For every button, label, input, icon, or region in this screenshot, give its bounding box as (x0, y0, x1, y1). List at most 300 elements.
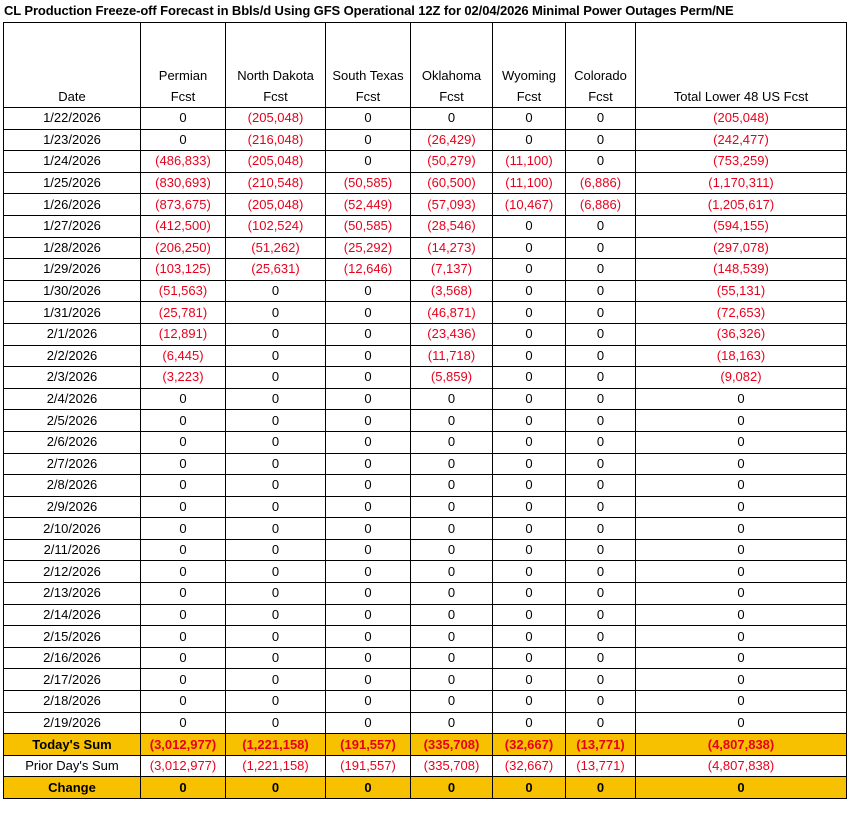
table-row (4, 604, 847, 626)
change-cell: 0 (226, 777, 326, 799)
table-row-cell: (102,524) (226, 215, 326, 237)
table-row-label: 1/29/2026 (4, 259, 141, 281)
table-row-cell: 0 (141, 647, 226, 669)
table-row-cell: 0 (493, 215, 566, 237)
table-row (4, 259, 847, 281)
table-row-cell: 0 (566, 237, 636, 259)
change-row (4, 777, 847, 799)
table-row-cell: 0 (326, 626, 411, 648)
change-cell: 0 (141, 777, 226, 799)
table-row-cell: (72,653) (636, 302, 847, 324)
table-row (4, 712, 847, 734)
table-row-cell: 0 (566, 539, 636, 561)
table-row-cell: 0 (566, 215, 636, 237)
table-row-cell: (55,131) (636, 280, 847, 302)
table-row-cell: 0 (411, 388, 493, 410)
table-row-label: 1/22/2026 (4, 108, 141, 130)
prior-day-sum-cell: (13,771) (566, 755, 636, 777)
table-row-cell: 0 (566, 388, 636, 410)
table-row-cell: 0 (411, 410, 493, 432)
table-row-cell: 0 (226, 518, 326, 540)
table-row-label: 1/30/2026 (4, 280, 141, 302)
table-row-cell: 0 (226, 669, 326, 691)
table-row-cell: 0 (566, 604, 636, 626)
table-row-label: 2/13/2026 (4, 583, 141, 605)
table-row-label: 1/23/2026 (4, 129, 141, 151)
table-row-cell: (216,048) (226, 129, 326, 151)
table-row-cell: (103,125) (141, 259, 226, 281)
table-row-cell: (5,859) (411, 367, 493, 389)
table-row-cell: 0 (141, 108, 226, 130)
table-row-cell: 0 (493, 410, 566, 432)
table-row-cell: (14,273) (411, 237, 493, 259)
table-body (4, 108, 847, 734)
table-row-cell: 0 (226, 583, 326, 605)
table-row-label: 2/16/2026 (4, 647, 141, 669)
table-row-cell: 0 (411, 712, 493, 734)
table-row-cell: 0 (636, 475, 847, 497)
table-row-cell: (1,170,311) (636, 172, 847, 194)
table-row-cell: 0 (411, 691, 493, 713)
table-row-cell: (25,781) (141, 302, 226, 324)
table-row (4, 345, 847, 367)
table-row-cell: 0 (566, 669, 636, 691)
table-row-cell: 0 (636, 518, 847, 540)
table-row-cell: 0 (141, 691, 226, 713)
table-row-cell: (242,477) (636, 129, 847, 151)
table-row-cell: (9,082) (636, 367, 847, 389)
table-row-cell: 0 (326, 280, 411, 302)
prior-day-sum-cell: (32,667) (493, 755, 566, 777)
prior-day-sum-cell: (191,557) (326, 755, 411, 777)
table-row-cell: 0 (226, 431, 326, 453)
table-row-cell: (60,500) (411, 172, 493, 194)
change-cell: 0 (493, 777, 566, 799)
table-row-cell: 0 (326, 431, 411, 453)
table-row (4, 647, 847, 669)
table-row-cell: 0 (493, 475, 566, 497)
table-row-cell: (6,445) (141, 345, 226, 367)
column-header-permian: Permian Fcst (141, 23, 226, 108)
table-row-cell: 0 (326, 388, 411, 410)
table-row-cell: 0 (326, 669, 411, 691)
table-row-cell: 0 (226, 539, 326, 561)
table-row (4, 129, 847, 151)
table-row-cell: 0 (226, 453, 326, 475)
table-row-label: 2/1/2026 (4, 323, 141, 345)
table-row-cell: 0 (326, 647, 411, 669)
table-row-cell: 0 (636, 561, 847, 583)
today-sum-label: Today's Sum (4, 734, 141, 756)
table-row-cell: (1,205,617) (636, 194, 847, 216)
table-row-cell: 0 (326, 583, 411, 605)
table-row-cell: 0 (326, 691, 411, 713)
prior-day-sum-row (4, 755, 847, 777)
table-row-cell: 0 (141, 431, 226, 453)
table-row-cell: 0 (141, 561, 226, 583)
table-row-cell: (46,871) (411, 302, 493, 324)
table-row-cell: (205,048) (226, 108, 326, 130)
table-row-cell: (486,833) (141, 151, 226, 173)
table-row-cell: (210,548) (226, 172, 326, 194)
table-row-cell: 0 (411, 669, 493, 691)
table-row (4, 496, 847, 518)
table-row-cell: 0 (566, 280, 636, 302)
table-row-cell: 0 (566, 691, 636, 713)
table-row-label: 2/11/2026 (4, 539, 141, 561)
table-row (4, 151, 847, 173)
table-row-cell: 0 (566, 302, 636, 324)
table-row-cell: 0 (411, 475, 493, 497)
table-row-cell: 0 (636, 669, 847, 691)
today-sum-cell: (32,667) (493, 734, 566, 756)
table-row-cell: 0 (226, 561, 326, 583)
change-cell: 0 (636, 777, 847, 799)
table-row-cell: 0 (493, 583, 566, 605)
table-row-cell: 0 (226, 302, 326, 324)
table-row-cell: 0 (326, 453, 411, 475)
table-row-label: 2/5/2026 (4, 410, 141, 432)
table-row-cell: 0 (326, 129, 411, 151)
table-row-cell: 0 (411, 539, 493, 561)
table-row-cell: 0 (636, 431, 847, 453)
table-row-cell: 0 (493, 367, 566, 389)
table-row-cell: (3,223) (141, 367, 226, 389)
table-row-cell: 0 (141, 583, 226, 605)
table-row-cell: (57,093) (411, 194, 493, 216)
table-row-label: 2/12/2026 (4, 561, 141, 583)
table-row-cell: 0 (226, 410, 326, 432)
change-label: Change (4, 777, 141, 799)
table-row-label: 2/4/2026 (4, 388, 141, 410)
table-row-cell: (50,279) (411, 151, 493, 173)
table-row-cell: (6,886) (566, 194, 636, 216)
table-row-label: 1/27/2026 (4, 215, 141, 237)
table-row (4, 172, 847, 194)
column-header-total: Total Lower 48 US Fcst (636, 23, 847, 108)
table-row-cell: (26,429) (411, 129, 493, 151)
table-row-cell: (412,500) (141, 215, 226, 237)
table-row-cell: 0 (493, 604, 566, 626)
table-row-cell: 0 (493, 669, 566, 691)
table-row-cell: 0 (493, 237, 566, 259)
table-row-cell: (7,137) (411, 259, 493, 281)
table-row-cell: (148,539) (636, 259, 847, 281)
table-row (4, 431, 847, 453)
change-cell: 0 (411, 777, 493, 799)
table-row-cell: (50,585) (326, 215, 411, 237)
prior-day-sum-cell: (335,708) (411, 755, 493, 777)
table-row-cell: 0 (411, 496, 493, 518)
today-sum-row (4, 734, 847, 756)
today-sum-cell: (191,557) (326, 734, 411, 756)
table-row-cell: 0 (493, 691, 566, 713)
table-row (4, 561, 847, 583)
table-row-label: 2/9/2026 (4, 496, 141, 518)
table-row-cell: 0 (141, 453, 226, 475)
table-row (4, 475, 847, 497)
table-row (4, 388, 847, 410)
table-row-cell: (205,048) (636, 108, 847, 130)
table-row-cell: 0 (493, 626, 566, 648)
table-row-cell: (873,675) (141, 194, 226, 216)
table-row (4, 367, 847, 389)
table-row-cell: 0 (493, 345, 566, 367)
table-row (4, 194, 847, 216)
table-row-cell: 0 (326, 518, 411, 540)
change-cell: 0 (566, 777, 636, 799)
table-row-cell: 0 (326, 604, 411, 626)
table-row-cell: (36,326) (636, 323, 847, 345)
table-row-cell: 0 (566, 561, 636, 583)
table-row-cell: 0 (141, 475, 226, 497)
table-row-label: 1/28/2026 (4, 237, 141, 259)
table-row-cell: 0 (226, 280, 326, 302)
table-row-cell: (594,155) (636, 215, 847, 237)
table-row-cell: 0 (411, 561, 493, 583)
table-row-cell: 0 (493, 129, 566, 151)
table-row-cell: 0 (326, 712, 411, 734)
table-row-cell: 0 (493, 108, 566, 130)
table-row-cell: 0 (566, 129, 636, 151)
table-row-cell: 0 (411, 626, 493, 648)
table-row-cell: 0 (636, 539, 847, 561)
table-row-cell: 0 (326, 323, 411, 345)
today-sum-cell: (13,771) (566, 734, 636, 756)
table-row-cell: 0 (226, 496, 326, 518)
table-row-cell: 0 (411, 453, 493, 475)
table-row (4, 626, 847, 648)
table-row-cell: (52,449) (326, 194, 411, 216)
table-row-cell: 0 (226, 691, 326, 713)
header-row (4, 23, 847, 108)
prior-day-sum-label: Prior Day's Sum (4, 755, 141, 777)
table-row-cell: (12,891) (141, 323, 226, 345)
prior-day-sum-cell: (4,807,838) (636, 755, 847, 777)
table-row-cell: 0 (493, 539, 566, 561)
table-row-cell: 0 (566, 583, 636, 605)
table-row-cell: (51,262) (226, 237, 326, 259)
table-row-cell: 0 (493, 323, 566, 345)
table-row-cell: 0 (226, 604, 326, 626)
table-row-cell: 0 (566, 410, 636, 432)
table-row-cell: (206,250) (141, 237, 226, 259)
column-header-date: Date (4, 23, 141, 108)
table-row-label: 2/19/2026 (4, 712, 141, 734)
table-row-cell: 0 (226, 345, 326, 367)
table-row-cell: 0 (636, 712, 847, 734)
table-row-cell: 0 (636, 453, 847, 475)
table-row (4, 108, 847, 130)
table-row-cell: 0 (566, 475, 636, 497)
column-header-wyoming: Wyoming Fcst (493, 23, 566, 108)
table-row-label: 2/6/2026 (4, 431, 141, 453)
table-row-cell: 0 (141, 518, 226, 540)
table-row-cell: 0 (493, 518, 566, 540)
table-row-cell: 0 (326, 367, 411, 389)
table-row-cell: 0 (141, 626, 226, 648)
table-row-cell: (11,100) (493, 151, 566, 173)
table-row-cell: 0 (411, 604, 493, 626)
table-row-cell: 0 (636, 647, 847, 669)
table-row-label: 2/17/2026 (4, 669, 141, 691)
table-row-cell: (51,563) (141, 280, 226, 302)
table-row-cell: 0 (141, 410, 226, 432)
table-row-cell: 0 (493, 496, 566, 518)
table-row-cell: 0 (411, 583, 493, 605)
table-row-cell: 0 (566, 518, 636, 540)
table-row-cell: (11,718) (411, 345, 493, 367)
table-row-cell: (6,886) (566, 172, 636, 194)
table-row-cell: 0 (566, 496, 636, 518)
table-row (4, 539, 847, 561)
table-row-cell: 0 (566, 626, 636, 648)
table-row-cell: 0 (566, 453, 636, 475)
change-cell: 0 (326, 777, 411, 799)
table-row-cell: (830,693) (141, 172, 226, 194)
table-row-cell: 0 (326, 539, 411, 561)
table-row-cell: (18,163) (636, 345, 847, 367)
table-row-cell: 0 (636, 626, 847, 648)
table-row-cell: 0 (636, 496, 847, 518)
table-row-cell: (50,585) (326, 172, 411, 194)
table-row (4, 518, 847, 540)
table-row-cell: 0 (326, 496, 411, 518)
table-row (4, 669, 847, 691)
table-row-cell: 0 (226, 475, 326, 497)
column-header-south-texas: South Texas Fcst (326, 23, 411, 108)
table-row-cell: 0 (411, 431, 493, 453)
table-row (4, 215, 847, 237)
table-row-label: 2/3/2026 (4, 367, 141, 389)
table-row-label: 1/31/2026 (4, 302, 141, 324)
table-row-cell: 0 (636, 691, 847, 713)
table-row-cell: 0 (141, 496, 226, 518)
table-row-label: 2/15/2026 (4, 626, 141, 648)
table-row-cell: 0 (141, 604, 226, 626)
table-row-cell: 0 (636, 604, 847, 626)
table-row-cell: (297,078) (636, 237, 847, 259)
table-row-cell: 0 (493, 647, 566, 669)
table-row (4, 280, 847, 302)
table-row-cell: 0 (566, 323, 636, 345)
table-row (4, 691, 847, 713)
column-header-north-dakota: North Dakota Fcst (226, 23, 326, 108)
table-row-label: 2/2/2026 (4, 345, 141, 367)
table-row-cell: (11,100) (493, 172, 566, 194)
table-row-cell: 0 (493, 280, 566, 302)
table-row-cell: 0 (411, 108, 493, 130)
table-row (4, 583, 847, 605)
table-row-cell: 0 (566, 367, 636, 389)
table-row-cell: (25,631) (226, 259, 326, 281)
table-row-cell: 0 (493, 712, 566, 734)
table-row-cell: 0 (226, 712, 326, 734)
table-row-cell: (3,568) (411, 280, 493, 302)
table-row-cell: 0 (566, 108, 636, 130)
table-row-cell: 0 (226, 323, 326, 345)
table-row-cell: (25,292) (326, 237, 411, 259)
table-row-cell: 0 (411, 518, 493, 540)
table-row-cell: 0 (326, 475, 411, 497)
table-row-cell: 0 (566, 712, 636, 734)
table-row-cell: 0 (326, 561, 411, 583)
table-row-cell: (28,546) (411, 215, 493, 237)
today-sum-cell: (1,221,158) (226, 734, 326, 756)
table-row-cell: (205,048) (226, 151, 326, 173)
table-row-label: 2/14/2026 (4, 604, 141, 626)
table-row-cell: 0 (566, 151, 636, 173)
today-sum-cell: (3,012,977) (141, 734, 226, 756)
table-row-cell: 0 (493, 259, 566, 281)
table-row-cell: 0 (566, 431, 636, 453)
table-row-cell: 0 (226, 388, 326, 410)
table-row-label: 2/18/2026 (4, 691, 141, 713)
table-row-cell: (12,646) (326, 259, 411, 281)
table-row-label: 2/8/2026 (4, 475, 141, 497)
table-row-cell: 0 (566, 647, 636, 669)
table-row-cell: 0 (566, 345, 636, 367)
table-row-cell: 0 (141, 388, 226, 410)
table-row-cell: 0 (226, 647, 326, 669)
prior-day-sum-cell: (1,221,158) (226, 755, 326, 777)
today-sum-cell: (335,708) (411, 734, 493, 756)
forecast-table (3, 22, 847, 799)
table-row-cell: (753,259) (636, 151, 847, 173)
table-row-label: 1/26/2026 (4, 194, 141, 216)
table-row-cell: 0 (326, 410, 411, 432)
table-row-cell: 0 (226, 626, 326, 648)
table-row-cell: 0 (636, 583, 847, 605)
today-sum-cell: (4,807,838) (636, 734, 847, 756)
table-row-label: 2/7/2026 (4, 453, 141, 475)
table-row-cell: (10,467) (493, 194, 566, 216)
table-row-cell: 0 (141, 539, 226, 561)
table-row-cell: 0 (636, 388, 847, 410)
table-row (4, 323, 847, 345)
table-row-cell: 0 (566, 259, 636, 281)
table-row (4, 302, 847, 324)
table-row-label: 1/24/2026 (4, 151, 141, 173)
table-row-label: 1/25/2026 (4, 172, 141, 194)
table-row-cell: 0 (493, 431, 566, 453)
table-row-cell: (205,048) (226, 194, 326, 216)
table-row-cell: 0 (326, 151, 411, 173)
table-row-cell: 0 (226, 367, 326, 389)
column-header-colorado: Colorado Fcst (566, 23, 636, 108)
table-row (4, 410, 847, 432)
table-row-label: 2/10/2026 (4, 518, 141, 540)
table-row-cell: 0 (326, 302, 411, 324)
table-row-cell: 0 (141, 712, 226, 734)
table-row-cell: 0 (493, 302, 566, 324)
table-row-cell: 0 (411, 647, 493, 669)
table-row (4, 453, 847, 475)
table-row-cell: 0 (636, 410, 847, 432)
column-header-oklahoma: Oklahoma Fcst (411, 23, 493, 108)
table-row-cell: 0 (493, 388, 566, 410)
prior-day-sum-cell: (3,012,977) (141, 755, 226, 777)
table-row-cell: 0 (493, 453, 566, 475)
table-row-cell: 0 (141, 129, 226, 151)
page-title: CL Production Freeze-off Forecast in Bbls/d Using GFS Operational 12Z for 02/04/2026 Minimal Power Outages Perm/NE (4, 3, 734, 18)
table-row-cell: 0 (493, 561, 566, 583)
table-row (4, 237, 847, 259)
table-row-cell: 0 (141, 669, 226, 691)
table-row-cell: 0 (326, 108, 411, 130)
table-row-cell: 0 (326, 345, 411, 367)
table-row-cell: (23,436) (411, 323, 493, 345)
